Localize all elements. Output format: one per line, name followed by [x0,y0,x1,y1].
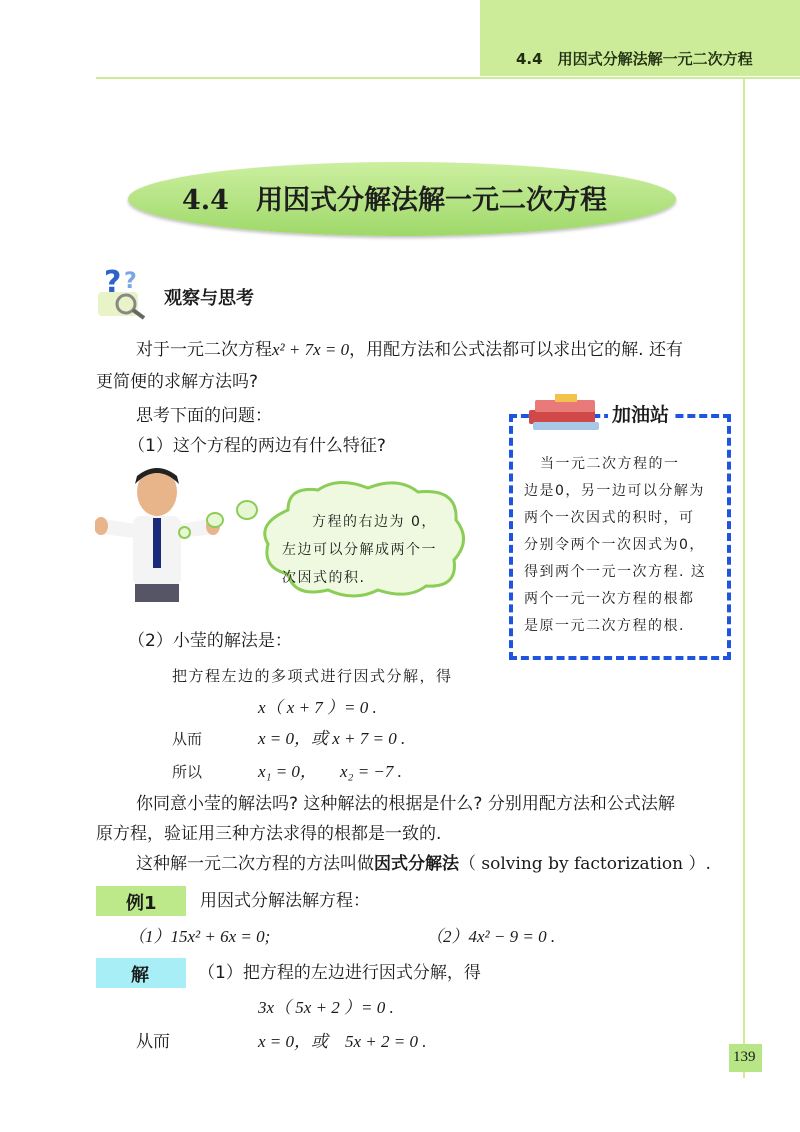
section-title: 4.4 用因式分解法解一元二次方程 [182,185,607,216]
tip-line: 是原一元二次方程的根. [524,618,685,634]
question-1: （1）这个方程的两边有什么特征? [128,436,386,456]
cloud-line: 方程的右边为 0， [312,514,437,530]
q2-step-1: 把方程左边的多项式进行因式分解，得 [172,667,453,685]
observe-heading: 观察与思考 [164,288,254,309]
para1-equation: x² + 7x = 0 [272,340,350,359]
solution-label: 解 [131,965,149,986]
tip-line: 当一元二次方程的一 [540,456,680,472]
example-prompt: 用因式分解法解方程： [200,891,370,911]
svg-text:?: ? [104,265,122,300]
solution-equation-2: x = 0，或 5x + 2 = 0 . [258,1032,427,1051]
cloud-line: 次因式的积. [282,570,366,586]
tip-line: 两个一元一次方程的根都 [524,591,695,607]
example-problem-1: （1）15x² + 6x = 0; [128,927,271,946]
q2-root-1: x₁ = 0， [258,762,317,781]
thought-bubble-dot [236,500,258,520]
example-problem-2: （2）4x² − 9 = 0 . [426,927,556,946]
key-term: 因式分解法 [374,854,459,874]
paragraph-2-line-2: 原方程，验证用三种方法求得的根都是一致的. [96,824,442,844]
margin-rule [743,78,745,1078]
header-rule [96,77,800,79]
think-prompt: 思考下面的问题： [136,406,272,426]
tip-line: 两个一次因式的积时，可 [524,510,695,526]
thought-bubble-dot [178,526,191,539]
q2-equation-2: x = 0，或 x + 7 = 0 . [258,729,406,748]
student-illustration [95,462,220,602]
para3-text-a: 这种解一元二次方程的方法叫做 [136,854,374,874]
q2-from-label: 从而 [172,730,203,748]
solution-equation-1: 3x（ 5x + 2 ）= 0 . [258,998,394,1017]
running-header-title: 4.4 用因式分解法解一元二次方程 [516,50,753,68]
solution-step-1: （1）把方程的左边进行因式分解，得 [198,963,481,983]
tip-line: 分别令两个一次因式为0， [524,537,705,553]
paragraph-3 [136,852,711,876]
tip-line: 边是0，另一边可以分解为 [524,483,705,499]
paragraph-1-line-1 [136,338,683,362]
books-icon [525,390,605,434]
paragraph-1-line-2: 更简便的求解方法吗? [96,372,259,392]
paragraph-2-line-1: 你同意小莹的解法吗? 这种解法的根据是什么? 分别用配方法和公式法解 [136,794,675,814]
para3-text-b: （ solving by factorization ）. [459,854,711,874]
solution-from-label: 从而 [136,1032,170,1052]
q2-root-2: x₂ = −7 . [340,762,402,781]
page-number: 139 [733,1049,756,1065]
question-2-label: （2）小莹的解法是： [128,631,292,651]
tip-line: 得到两个一元一次方程. 这 [524,564,707,580]
q2-so-label: 所以 [172,763,203,781]
thought-bubble-dot [206,512,224,528]
tip-title: 加油站 [608,400,673,427]
example-label: 例1 [126,893,157,914]
q2-equation-1: x（ x + 7 ）= 0 . [258,698,377,717]
para1-text-a: 对于一元二次方程 [136,340,272,360]
question-magnifier-icon [96,262,152,320]
svg-text:?: ? [124,269,137,294]
cloud-line: 左边可以分解成两个一 [282,542,437,558]
para1-text-b: ，用配方法和公式法都可以求出它的解. 还有 [349,340,683,360]
